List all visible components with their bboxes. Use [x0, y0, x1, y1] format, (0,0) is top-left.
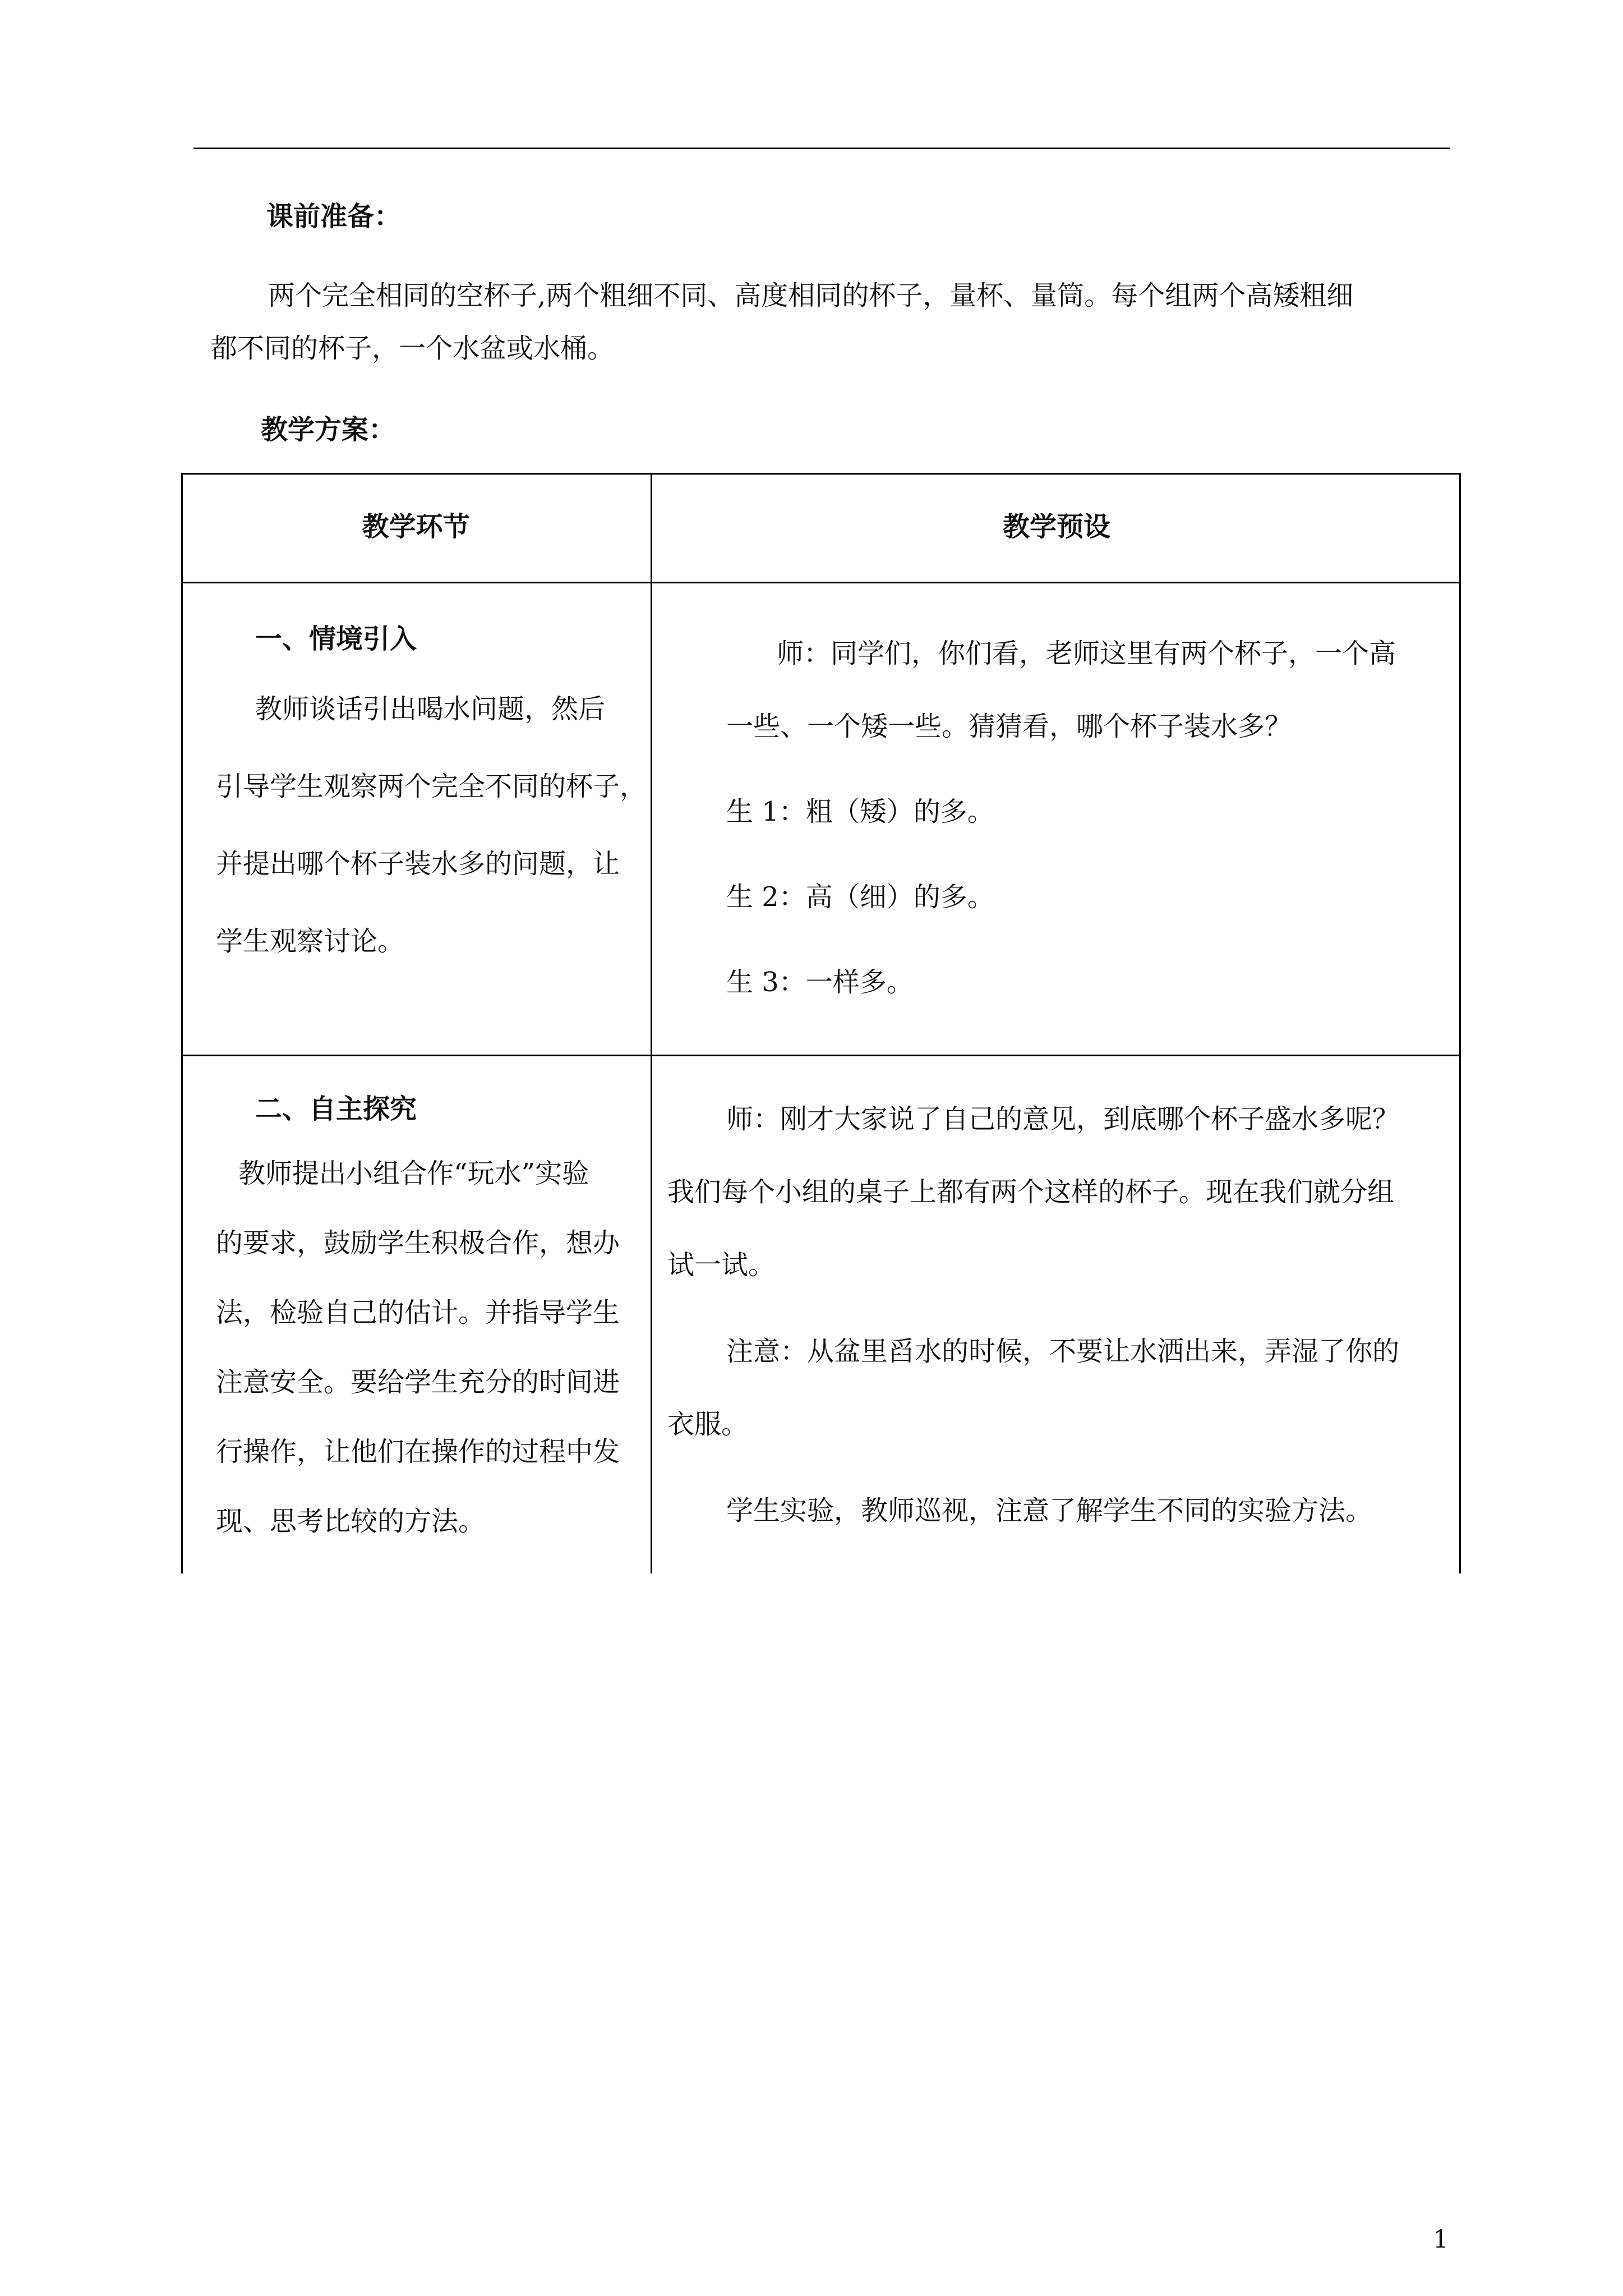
- text-line: 学生实验，教师巡视，注意了解学生不同的实验方法。: [726, 1495, 1373, 1526]
- text-line: 的要求，鼓励学生积极合作，想办: [216, 1227, 620, 1259]
- text-line: 生 2：高（细）的多。: [726, 881, 994, 913]
- row-1-description: [216, 670, 647, 980]
- row-1-preset: [687, 617, 1438, 1019]
- text-line: 教师提出小组合作“玩水”实验: [238, 1158, 589, 1189]
- text-line: 现、思考比较的方法。: [216, 1506, 486, 1537]
- text-line: 并提出哪个杯子装水多的问题，让: [216, 848, 620, 880]
- text-line: 教师谈话引出喝水问题，然后: [255, 693, 606, 725]
- row-2-description: [216, 1139, 642, 1556]
- text-line: 引导学生观察两个完全不同的杯子，: [216, 771, 647, 802]
- table-row-divider: [181, 1055, 1461, 1056]
- text-line: 师：同学们，你们看，老师这里有两个杯子，一个高: [777, 638, 1396, 669]
- section-title: 二、自主探究: [255, 1093, 417, 1125]
- table-header-divider: [181, 582, 1461, 583]
- text-line: 法，检验自己的估计。并指导学生: [216, 1297, 620, 1328]
- text-line: 我们每个小组的桌子上都有两个这样的杯子。现在我们就分组: [667, 1176, 1395, 1208]
- text-line: 试一试。: [667, 1249, 776, 1281]
- row-2-preset: [667, 1083, 1419, 1547]
- page-number: 1: [1433, 2225, 1449, 2254]
- text-line: 注意安全。要给学生充分的时间进: [216, 1366, 620, 1398]
- text-line: 行操作，让他们在操作的过程中发: [216, 1436, 620, 1467]
- prep-line-2: 都不同的杯子，一个水盆或水桶。: [210, 333, 615, 364]
- table-header-stage: 教学环节: [362, 511, 470, 542]
- text-line: 生 1：粗（矮）的多。: [726, 796, 994, 827]
- text-line: 一些、一个矮一些。猜猜看，哪个杯子装水多？: [726, 711, 1292, 742]
- table-column-divider: [651, 473, 652, 1573]
- prep-heading: 课前准备：: [266, 201, 402, 232]
- prep-line-1: 两个完全相同的空杯子,两个粗细不同、高度相同的杯子，量杯、量筒。每个组两个高矮粗细: [268, 280, 1354, 311]
- header-rule: [193, 148, 1450, 149]
- text-line: 注意：从盆里舀水的时候，不要让水洒出来，弄湿了你的: [726, 1336, 1400, 1367]
- text-line: 生 3：一样多。: [726, 967, 914, 998]
- table-header-preset: 教学预设: [1002, 511, 1110, 542]
- text-line: 学生观察讨论。: [216, 926, 405, 957]
- text-line: 衣服。: [667, 1409, 749, 1440]
- plan-heading: 教学方案：: [261, 414, 396, 445]
- section-title: 一、情境引入: [255, 623, 417, 655]
- text-line: 师：刚才大家说了自己的意见，到底哪个杯子盛水多呢？: [726, 1103, 1400, 1135]
